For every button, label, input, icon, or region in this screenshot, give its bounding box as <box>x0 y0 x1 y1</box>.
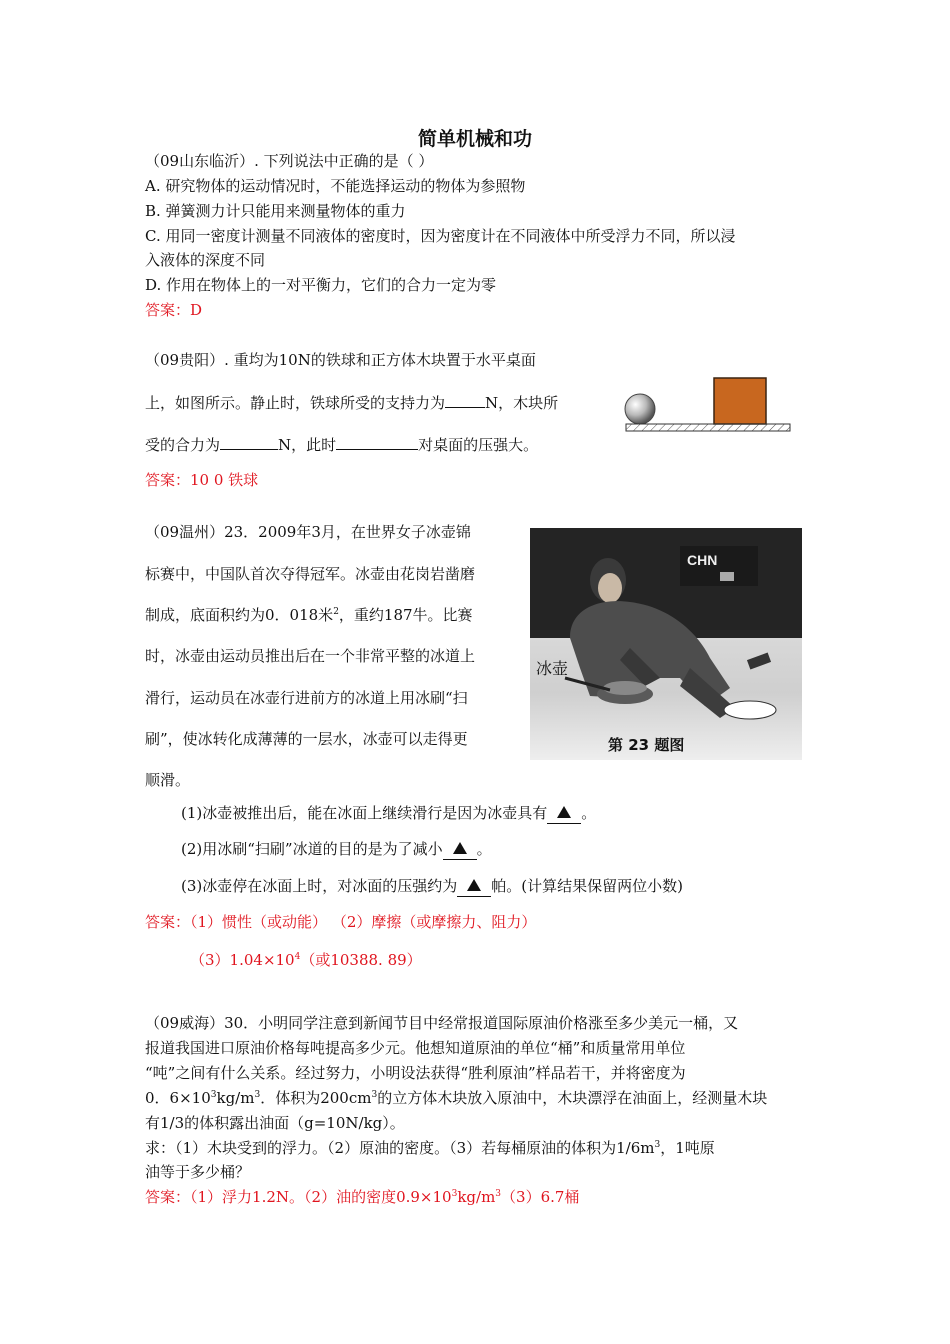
q2-answer: 答案：10 0 铁球 <box>145 471 259 489</box>
curling-label: 冰壶 <box>536 659 569 678</box>
q4-line6-text-a: 求：（1）木块受到的浮力。（2）原油的密度。（3）若每桶原油的体积为1/6m <box>145 1139 655 1157</box>
ball-and-block-figure <box>622 374 794 438</box>
q2-line2-text-b: N，木块所 <box>485 394 559 412</box>
q2-line3 <box>145 435 538 455</box>
q3-answer-line1: 答案：（1）惯性（或动能） （2）摩擦（或摩擦力、阻力） <box>145 913 537 931</box>
q4-line4-sup3: 3 <box>371 1090 378 1100</box>
q4-line6-text-b: ，1吨原 <box>660 1139 715 1157</box>
q4-line4-sup1: 3 <box>210 1090 217 1100</box>
q3-sub1-text-a: (1)冰壶被推出后，能在冰面上继续滑行是因为冰壶具有 <box>181 804 548 822</box>
q3-answer-text-a: （3）1.04×10 <box>190 951 295 969</box>
q4-line6-sup: 3 <box>654 1140 661 1150</box>
q4-line4-text-d: 的立方体木块放入原油中，木块漂浮在油面上，经测量木块 <box>377 1089 768 1107</box>
q3-sub3-text-b: 帕。(计算结果保留两位小数) <box>491 877 683 895</box>
q4-line4-text-a: 0．6×10 <box>145 1089 211 1107</box>
q3-answer-text-b: （或10388. 89） <box>300 951 422 969</box>
q2-blank-3 <box>336 435 418 450</box>
q3-answer-line2 <box>190 950 422 970</box>
q4-answer-text-a: 答案：（1）浮力1.2N。（2）油的密度0.9×10 <box>145 1188 452 1206</box>
q1-option-a: A. 研究物体的运动情况时，不能选择运动的物体为参照物 <box>145 177 526 195</box>
q3-line1: （09温州）23．2009年3月，在世界女子冰壶锦 <box>145 523 471 541</box>
q3-line4: 时，冰壶由运动员推出后在一个非常平整的冰道上 <box>145 647 476 665</box>
q3-sub1-blank <box>547 803 581 824</box>
triangle-icon <box>467 879 481 891</box>
q3-line5: 滑行，运动员在冰壶行进前方的冰道上用冰刷“扫 <box>145 689 468 707</box>
q4-line6 <box>145 1138 715 1158</box>
q2-blank-1 <box>445 393 485 408</box>
q3-sub2 <box>181 839 492 860</box>
q2-line3-text-a: 受的合力为 <box>145 436 221 454</box>
q3-answer-sup: 4 <box>294 952 301 962</box>
q4-answer <box>145 1187 579 1207</box>
q3-sub2-blank <box>443 839 477 860</box>
q2-line1: （09贵阳）. 重均为10N的铁球和正方体木块置于水平桌面 <box>145 351 536 369</box>
q2-line2 <box>145 393 558 413</box>
q3-line7: 顺滑。 <box>145 771 191 789</box>
q4-answer-sup1: 3 <box>451 1189 458 1199</box>
table-surface <box>626 424 790 431</box>
q4-answer-sup2: 3 <box>495 1189 502 1199</box>
curling-photo <box>530 528 802 760</box>
q4-answer-text-c: （3）6.7桶 <box>501 1188 580 1206</box>
q4-line5: 有1/3的体积露出油面（g=10N/kg）。 <box>145 1114 405 1132</box>
q4-line4 <box>145 1088 767 1108</box>
q4-answer-text-b: kg/m <box>457 1188 496 1206</box>
q3-line3-text-b: ，重约187牛。比赛 <box>338 606 473 624</box>
q1-option-d: D. 作用在物体上的一对平衡力，它们的合力一定为零 <box>145 276 497 294</box>
q3-sub2-text-a: (2)用冰刷“扫刷”冰道的目的是为了减小 <box>181 840 443 858</box>
wood-block <box>714 378 766 424</box>
q3-sub2-text-b: 。 <box>476 840 492 858</box>
q4-line7: 油等于多少桶？ <box>145 1163 251 1181</box>
q4-line4-sup2: 3 <box>254 1090 261 1100</box>
q3-sub1-text-b: 。 <box>581 804 597 822</box>
q2-line2-text-a: 上，如图所示。静止时，铁球所受的支持力为 <box>145 394 446 412</box>
photo-caption: 第 23 题图 <box>608 736 685 754</box>
q3-sub1 <box>181 803 596 824</box>
q3-sub3-blank <box>457 876 491 897</box>
q3-line3 <box>145 605 473 625</box>
q3-line2: 标赛中，中国队首次夺得冠军。冰壶由花岗岩凿磨 <box>145 565 476 583</box>
q4-line2: 报道我国进口原油价格每吨提高多少元。他想知道原油的单位“桶”和质量常用单位 <box>145 1039 686 1057</box>
q4-line1: （09威海）30．小明同学注意到新闻节目中经常报道国际原油价格涨至多少美元一桶，又 <box>145 1014 739 1032</box>
triangle-icon <box>557 806 571 818</box>
q2-line3-text-c: 对桌面的压强大。 <box>418 436 539 454</box>
q1-option-c-line2: 入液体的深度不同 <box>145 251 266 269</box>
q3-line3-text-a: 制成，底面积约为0．018米 <box>145 606 334 624</box>
q1-stem: （09山东临沂）. 下列说法中正确的是（ ） <box>145 152 434 170</box>
q2-line3-text-b: N，此时 <box>278 436 337 454</box>
chn-label: CHN <box>687 552 718 568</box>
triangle-icon <box>453 842 467 854</box>
q1-option-c-line1: C. 用同一密度计测量不同液体的密度时，因为密度计在不同液体中所受浮力不同，所以浸 <box>145 227 736 245</box>
q4-line3: “吨”之间有什么关系。经过努力，小明设法获得“胜利原油”样品若干，并将密度为 <box>145 1064 686 1082</box>
q1-option-b: B. 弹簧测力计只能用来测量物体的重力 <box>145 202 406 220</box>
page-title: 简单机械和功 <box>417 128 532 150</box>
q4-line4-text-b: kg/m <box>216 1089 255 1107</box>
q3-sub3-text-a: (3)冰壶停在冰面上时，对冰面的压强约为 <box>181 877 458 895</box>
q3-sub3 <box>181 876 683 897</box>
iron-ball <box>625 394 655 424</box>
q4-line4-text-c: ．体积为200cm <box>260 1089 372 1107</box>
q2-blank-2 <box>220 435 278 450</box>
q3-line6: 刷”，使冰转化成薄薄的一层水，冰壶可以走得更 <box>145 730 468 748</box>
q1-answer: 答案：D <box>145 301 203 319</box>
q3-line3-sup: 2 <box>333 607 339 617</box>
